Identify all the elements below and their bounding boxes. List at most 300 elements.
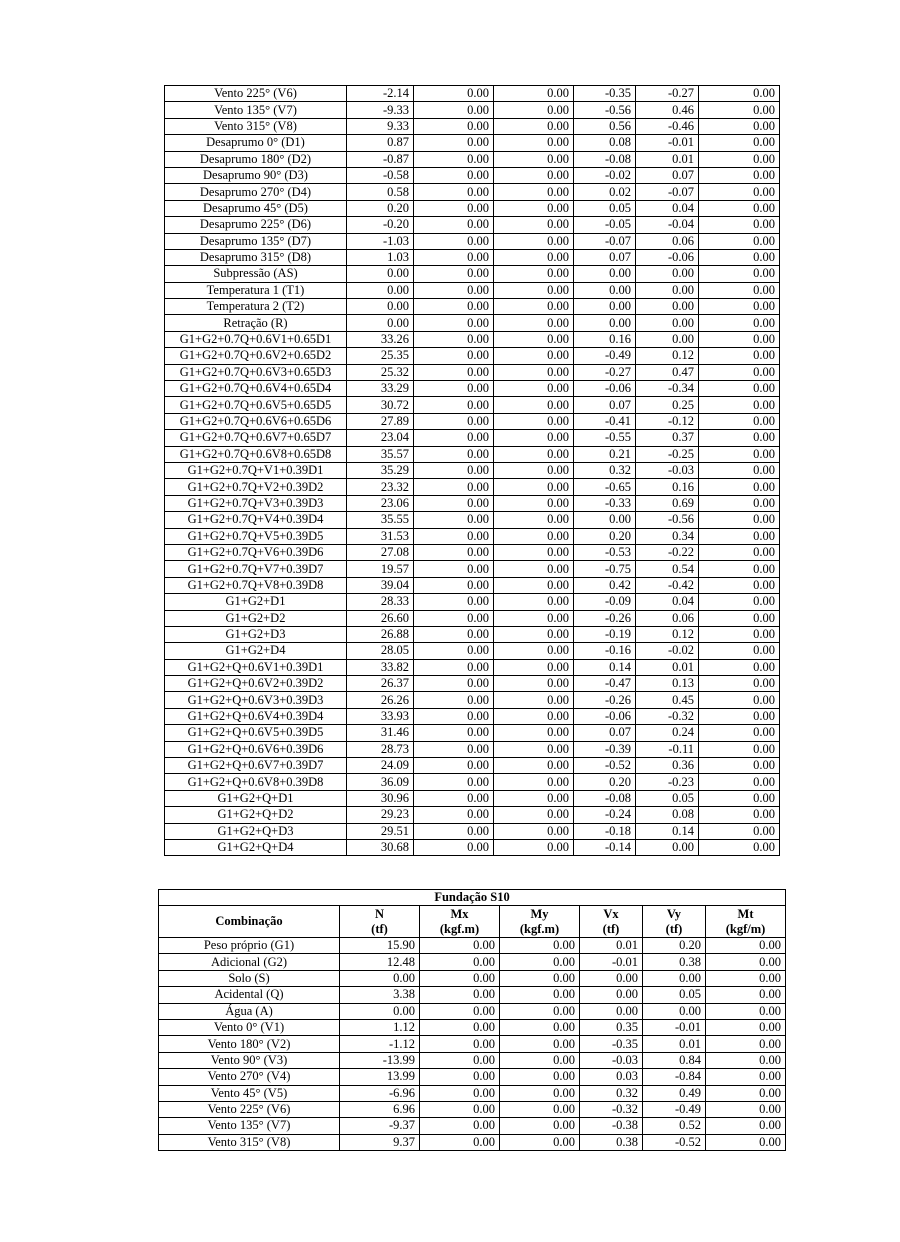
combination-cell: Temperatura 1 (T1) (165, 282, 347, 298)
value-cell: 0.00 (706, 987, 786, 1003)
value-cell: -0.19 (574, 626, 636, 642)
value-cell: 0.00 (500, 1019, 580, 1035)
value-cell: 0.00 (494, 413, 574, 429)
combination-cell: G1+G2+Q+0.6V8+0.39D8 (165, 774, 347, 790)
value-cell: 0.00 (699, 315, 780, 331)
value-cell: -0.04 (636, 217, 699, 233)
value-cell: 0.20 (347, 200, 414, 216)
value-cell: 0.00 (699, 692, 780, 708)
value-cell: 0.24 (636, 725, 699, 741)
value-cell: 0.00 (699, 413, 780, 429)
value-cell: -0.38 (580, 1118, 643, 1134)
value-cell: 0.14 (636, 823, 699, 839)
table-row (165, 774, 780, 790)
combination-cell: G1+G2+Q+D1 (165, 790, 347, 806)
value-cell: 0.00 (420, 1003, 500, 1019)
value-cell: 0.00 (699, 167, 780, 183)
value-cell: 0.00 (414, 676, 494, 692)
value-cell: 0.01 (636, 659, 699, 675)
value-cell: -0.56 (574, 102, 636, 118)
combination-cell: Vento 315° (V8) (165, 118, 347, 134)
combination-cell: Desaprumo 225° (D6) (165, 217, 347, 233)
combination-cell: Vento 315° (V8) (159, 1134, 340, 1150)
value-cell: 0.00 (494, 790, 574, 806)
value-cell: 0.00 (699, 561, 780, 577)
value-cell: 0.00 (699, 512, 780, 528)
value-cell: 25.35 (347, 348, 414, 364)
value-cell: 0.00 (414, 594, 494, 610)
table-row (159, 1101, 786, 1117)
table-row (165, 102, 780, 118)
value-cell: 0.00 (414, 315, 494, 331)
value-cell: 0.00 (414, 381, 494, 397)
value-cell: 26.37 (347, 676, 414, 692)
value-cell: 0.35 (580, 1019, 643, 1035)
table-row (165, 364, 780, 380)
table-row (159, 1118, 786, 1134)
value-cell: 0.00 (699, 249, 780, 265)
combination-cell: G1+G2+0.7Q+0.6V2+0.65D2 (165, 348, 347, 364)
value-cell: 0.00 (414, 774, 494, 790)
value-cell: 15.90 (340, 938, 420, 954)
value-cell: 0.00 (699, 790, 780, 806)
table-row (165, 184, 780, 200)
column-header-vy: Vy (tf) (643, 906, 706, 938)
combination-cell: Peso próprio (G1) (159, 938, 340, 954)
table-row (165, 348, 780, 364)
combination-cell: Vento 90° (V3) (159, 1052, 340, 1068)
value-cell: -0.02 (636, 643, 699, 659)
value-cell: 0.00 (699, 200, 780, 216)
value-cell: 23.06 (347, 495, 414, 511)
column-header-mt: Mt (kgf/m) (706, 906, 786, 938)
table-row (165, 708, 780, 724)
value-cell: 0.08 (574, 135, 636, 151)
combination-cell: Vento 270° (V4) (159, 1069, 340, 1085)
table-row (165, 479, 780, 495)
value-cell: 0.00 (580, 987, 643, 1003)
combination-cell: Desaprumo 0° (D1) (165, 135, 347, 151)
value-cell: -9.37 (340, 1118, 420, 1134)
value-cell: 0.00 (699, 397, 780, 413)
value-cell: -6.96 (340, 1085, 420, 1101)
value-cell: 0.00 (636, 839, 699, 855)
value-cell: 0.00 (347, 315, 414, 331)
value-cell: -0.52 (643, 1134, 706, 1150)
value-cell: 26.26 (347, 692, 414, 708)
column-header-n: N (tf) (340, 906, 420, 938)
value-cell: 0.00 (420, 938, 500, 954)
table-row (165, 217, 780, 233)
value-cell: 0.13 (636, 676, 699, 692)
value-cell: 0.00 (414, 610, 494, 626)
value-cell: 0.00 (414, 249, 494, 265)
value-cell: -0.32 (580, 1101, 643, 1117)
table-row (165, 200, 780, 216)
value-cell: 24.09 (347, 758, 414, 774)
value-cell: 0.00 (420, 954, 500, 970)
value-cell: -0.03 (580, 1052, 643, 1068)
value-cell: -0.41 (574, 413, 636, 429)
column-header-vx: Vx (tf) (580, 906, 643, 938)
value-cell: 0.00 (414, 118, 494, 134)
value-cell: 0.00 (699, 676, 780, 692)
combination-cell: G1+G2+0.7Q+V2+0.39D2 (165, 479, 347, 495)
combination-cell: Subpressão (AS) (165, 266, 347, 282)
value-cell: -0.55 (574, 430, 636, 446)
value-cell: 0.00 (699, 102, 780, 118)
value-cell: -0.47 (574, 676, 636, 692)
value-cell: 9.33 (347, 118, 414, 134)
value-cell: 0.12 (636, 348, 699, 364)
value-cell: 1.03 (347, 249, 414, 265)
table-row (165, 135, 780, 151)
value-cell: 0.00 (414, 708, 494, 724)
combination-cell: G1+G2+Q+D3 (165, 823, 347, 839)
combination-cell: G1+G2+Q+0.6V7+0.39D7 (165, 758, 347, 774)
value-cell: 6.96 (340, 1101, 420, 1117)
value-cell: 0.00 (699, 446, 780, 462)
value-cell: 0.00 (494, 544, 574, 560)
combination-cell: Vento 225° (V6) (159, 1101, 340, 1117)
column-header-combinacao: Combinação (159, 906, 340, 938)
value-cell: 0.01 (580, 938, 643, 954)
value-cell: 0.00 (699, 741, 780, 757)
table-row (159, 987, 786, 1003)
value-cell: 0.00 (494, 561, 574, 577)
table-row (165, 594, 780, 610)
combination-cell: G1+G2+0.7Q+V4+0.39D4 (165, 512, 347, 528)
table-row (165, 758, 780, 774)
value-cell: 0.00 (636, 331, 699, 347)
table-row (165, 233, 780, 249)
value-cell: 0.00 (699, 331, 780, 347)
value-cell: -0.34 (636, 381, 699, 397)
table-row (165, 266, 780, 282)
value-cell: 0.00 (414, 200, 494, 216)
table-row (165, 86, 780, 102)
value-cell: 0.84 (643, 1052, 706, 1068)
value-cell: 0.00 (494, 397, 574, 413)
value-cell: 0.04 (636, 594, 699, 610)
value-cell: 27.89 (347, 413, 414, 429)
value-cell: 0.00 (420, 1069, 500, 1085)
value-cell: 3.38 (340, 987, 420, 1003)
value-cell: 0.00 (494, 823, 574, 839)
value-cell: 0.00 (494, 135, 574, 151)
value-cell: 0.00 (494, 200, 574, 216)
value-cell: -0.53 (574, 544, 636, 560)
value-cell: 0.00 (699, 151, 780, 167)
value-cell: 0.00 (414, 217, 494, 233)
table-row (159, 1069, 786, 1085)
combination-cell: G1+G2+0.7Q+0.6V6+0.65D6 (165, 413, 347, 429)
value-cell: 0.00 (699, 758, 780, 774)
value-cell: 0.00 (494, 348, 574, 364)
value-cell: 0.00 (636, 315, 699, 331)
combination-cell: G1+G2+0.7Q+0.6V1+0.65D1 (165, 331, 347, 347)
value-cell: 0.00 (500, 1052, 580, 1068)
value-cell: -0.35 (580, 1036, 643, 1052)
value-cell: -0.16 (574, 643, 636, 659)
value-cell: 0.00 (494, 577, 574, 593)
table-row (159, 1085, 786, 1101)
value-cell: 0.00 (699, 430, 780, 446)
value-cell: 0.12 (636, 626, 699, 642)
value-cell: 0.25 (636, 397, 699, 413)
value-cell: 0.00 (340, 1003, 420, 1019)
table-row (165, 282, 780, 298)
value-cell: 0.05 (636, 790, 699, 806)
value-cell: 25.32 (347, 364, 414, 380)
value-cell: 0.00 (494, 610, 574, 626)
value-cell: 1.12 (340, 1019, 420, 1035)
combination-cell: G1+G2+Q+0.6V3+0.39D3 (165, 692, 347, 708)
column-header-mx: Mx (kgf.m) (420, 906, 500, 938)
value-cell: 35.29 (347, 462, 414, 478)
value-cell: -1.12 (340, 1036, 420, 1052)
value-cell: 0.00 (494, 86, 574, 102)
value-cell: 0.00 (706, 970, 786, 986)
combination-cell: G1+G2+0.7Q+0.6V3+0.65D3 (165, 364, 347, 380)
combination-cell: G1+G2+0.7Q+V6+0.39D6 (165, 544, 347, 560)
value-cell: 0.00 (699, 823, 780, 839)
value-cell: 35.55 (347, 512, 414, 528)
value-cell: 0.00 (699, 462, 780, 478)
combination-cell: Retração (R) (165, 315, 347, 331)
combination-cell: Vento 135° (V7) (159, 1118, 340, 1134)
combination-cell: G1+G2+Q+0.6V6+0.39D6 (165, 741, 347, 757)
value-cell: 0.03 (580, 1069, 643, 1085)
combination-cell: Desaprumo 180° (D2) (165, 151, 347, 167)
value-cell: 0.00 (643, 970, 706, 986)
value-cell: 0.00 (494, 774, 574, 790)
value-cell: 0.00 (500, 970, 580, 986)
combination-cell: Vento 45° (V5) (159, 1085, 340, 1101)
table-row (165, 725, 780, 741)
combination-cell: G1+G2+D3 (165, 626, 347, 642)
value-cell: 0.00 (494, 643, 574, 659)
value-cell: 0.00 (494, 331, 574, 347)
combination-cell: Desaprumo 90° (D3) (165, 167, 347, 183)
value-cell: 33.93 (347, 708, 414, 724)
value-cell: 0.00 (494, 659, 574, 675)
value-cell: 0.00 (494, 839, 574, 855)
value-cell: 0.00 (494, 430, 574, 446)
combination-cell: G1+G2+Q+D2 (165, 807, 347, 823)
value-cell: 0.00 (500, 1118, 580, 1134)
value-cell: 0.00 (414, 102, 494, 118)
value-cell: 0.00 (414, 692, 494, 708)
combination-cell: Desaprumo 270° (D4) (165, 184, 347, 200)
value-cell: 0.45 (636, 692, 699, 708)
value-cell: 0.00 (699, 217, 780, 233)
table-title: Fundação S10 (159, 890, 786, 906)
combination-cell: G1+G2+0.7Q+V5+0.39D5 (165, 528, 347, 544)
value-cell: 0.01 (636, 151, 699, 167)
value-cell: 0.00 (420, 1134, 500, 1150)
table-row (165, 823, 780, 839)
value-cell: 0.32 (580, 1085, 643, 1101)
value-cell: 0.38 (580, 1134, 643, 1150)
value-cell: 0.00 (699, 381, 780, 397)
value-cell: 0.00 (500, 954, 580, 970)
value-cell: 0.06 (636, 233, 699, 249)
value-cell: 0.04 (636, 200, 699, 216)
value-cell: 0.00 (494, 151, 574, 167)
value-cell: 12.48 (340, 954, 420, 970)
value-cell: 0.00 (347, 299, 414, 315)
value-cell: -0.24 (574, 807, 636, 823)
value-cell: 0.05 (574, 200, 636, 216)
value-cell: 0.00 (574, 282, 636, 298)
value-cell: -0.35 (574, 86, 636, 102)
table-row (165, 610, 780, 626)
combination-cell: G1+G2+Q+0.6V1+0.39D1 (165, 659, 347, 675)
value-cell: 0.00 (494, 725, 574, 741)
value-cell: 0.00 (414, 135, 494, 151)
value-cell: 0.20 (643, 938, 706, 954)
column-header-row (159, 906, 786, 938)
value-cell: 0.00 (500, 1069, 580, 1085)
value-cell: 33.82 (347, 659, 414, 675)
value-cell: 0.00 (494, 479, 574, 495)
value-cell: 0.00 (494, 708, 574, 724)
value-cell: 0.00 (706, 1085, 786, 1101)
combination-cell: Vento 180° (V2) (159, 1036, 340, 1052)
value-cell: 0.00 (699, 135, 780, 151)
combination-cell: G1+G2+0.7Q+V3+0.39D3 (165, 495, 347, 511)
combination-cell: G1+G2+Q+D4 (165, 839, 347, 855)
value-cell: 0.00 (699, 725, 780, 741)
value-cell: 0.16 (636, 479, 699, 495)
combination-cell: Temperatura 2 (T2) (165, 299, 347, 315)
value-cell: 0.00 (494, 692, 574, 708)
value-cell: 30.72 (347, 397, 414, 413)
value-cell: 19.57 (347, 561, 414, 577)
combination-cell: G1+G2+D1 (165, 594, 347, 610)
value-cell: 0.00 (414, 233, 494, 249)
table-row (165, 151, 780, 167)
table-row (165, 561, 780, 577)
value-cell: 0.00 (494, 528, 574, 544)
combination-cell: G1+G2+D4 (165, 643, 347, 659)
value-cell: 0.34 (636, 528, 699, 544)
value-cell: 35.57 (347, 446, 414, 462)
value-cell: 0.00 (414, 758, 494, 774)
table-row (165, 643, 780, 659)
value-cell: -0.33 (574, 495, 636, 511)
value-cell: 0.00 (494, 758, 574, 774)
table-row (159, 1019, 786, 1035)
value-cell: 0.00 (420, 1052, 500, 1068)
table-row (165, 839, 780, 855)
foundation-s10-table (158, 889, 786, 1151)
value-cell: 0.00 (500, 1134, 580, 1150)
value-cell: 0.00 (414, 512, 494, 528)
value-cell: 0.00 (414, 348, 494, 364)
value-cell: -0.09 (574, 594, 636, 610)
value-cell: 0.16 (574, 331, 636, 347)
value-cell: -0.32 (636, 708, 699, 724)
value-cell: 0.00 (414, 741, 494, 757)
value-cell: 0.00 (500, 1036, 580, 1052)
value-cell: -0.87 (347, 151, 414, 167)
value-cell: 0.00 (414, 299, 494, 315)
value-cell: 36.09 (347, 774, 414, 790)
value-cell: 0.00 (699, 479, 780, 495)
value-cell: 0.00 (636, 299, 699, 315)
value-cell: -0.06 (574, 708, 636, 724)
table-row (165, 430, 780, 446)
value-cell: 0.00 (494, 594, 574, 610)
value-cell: 0.00 (500, 987, 580, 1003)
table-row (165, 315, 780, 331)
value-cell: -0.84 (643, 1069, 706, 1085)
value-cell: 0.05 (643, 987, 706, 1003)
value-cell: 0.00 (414, 577, 494, 593)
value-cell: 28.33 (347, 594, 414, 610)
value-cell: 0.42 (574, 577, 636, 593)
value-cell: 9.37 (340, 1134, 420, 1150)
value-cell: 30.96 (347, 790, 414, 806)
value-cell: 0.21 (574, 446, 636, 462)
value-cell: 29.23 (347, 807, 414, 823)
table-row (165, 741, 780, 757)
value-cell: 0.00 (580, 970, 643, 986)
value-cell: 0.00 (699, 774, 780, 790)
combination-cell: G1+G2+0.7Q+0.6V5+0.65D5 (165, 397, 347, 413)
value-cell: 0.00 (699, 659, 780, 675)
value-cell: 0.00 (574, 266, 636, 282)
value-cell: 0.14 (574, 659, 636, 675)
value-cell: -0.18 (574, 823, 636, 839)
value-cell: 0.00 (574, 512, 636, 528)
value-cell: -0.12 (636, 413, 699, 429)
value-cell: 0.07 (574, 397, 636, 413)
value-cell: -0.46 (636, 118, 699, 134)
value-cell: 23.04 (347, 430, 414, 446)
table-row (159, 970, 786, 986)
value-cell: -0.22 (636, 544, 699, 560)
value-cell: 0.00 (494, 233, 574, 249)
value-cell: -0.20 (347, 217, 414, 233)
value-cell: 0.00 (414, 790, 494, 806)
value-cell: 0.00 (494, 184, 574, 200)
value-cell: 0.00 (699, 839, 780, 855)
value-cell: 0.00 (494, 299, 574, 315)
value-cell: 0.00 (699, 544, 780, 560)
value-cell: 0.07 (636, 167, 699, 183)
value-cell: -0.06 (574, 381, 636, 397)
value-cell: 0.00 (494, 249, 574, 265)
value-cell: 0.32 (574, 462, 636, 478)
value-cell: 0.00 (414, 184, 494, 200)
value-cell: 0.00 (699, 86, 780, 102)
table-row (165, 676, 780, 692)
value-cell: 0.00 (699, 282, 780, 298)
combination-cell: Vento 0° (V1) (159, 1019, 340, 1035)
value-cell: 28.05 (347, 643, 414, 659)
value-cell: -0.27 (574, 364, 636, 380)
value-cell: -0.58 (347, 167, 414, 183)
value-cell: 0.00 (414, 151, 494, 167)
table-row (165, 167, 780, 183)
table-row (165, 807, 780, 823)
value-cell: -0.56 (636, 512, 699, 528)
value-cell: 0.00 (500, 1003, 580, 1019)
value-cell: 0.46 (636, 102, 699, 118)
